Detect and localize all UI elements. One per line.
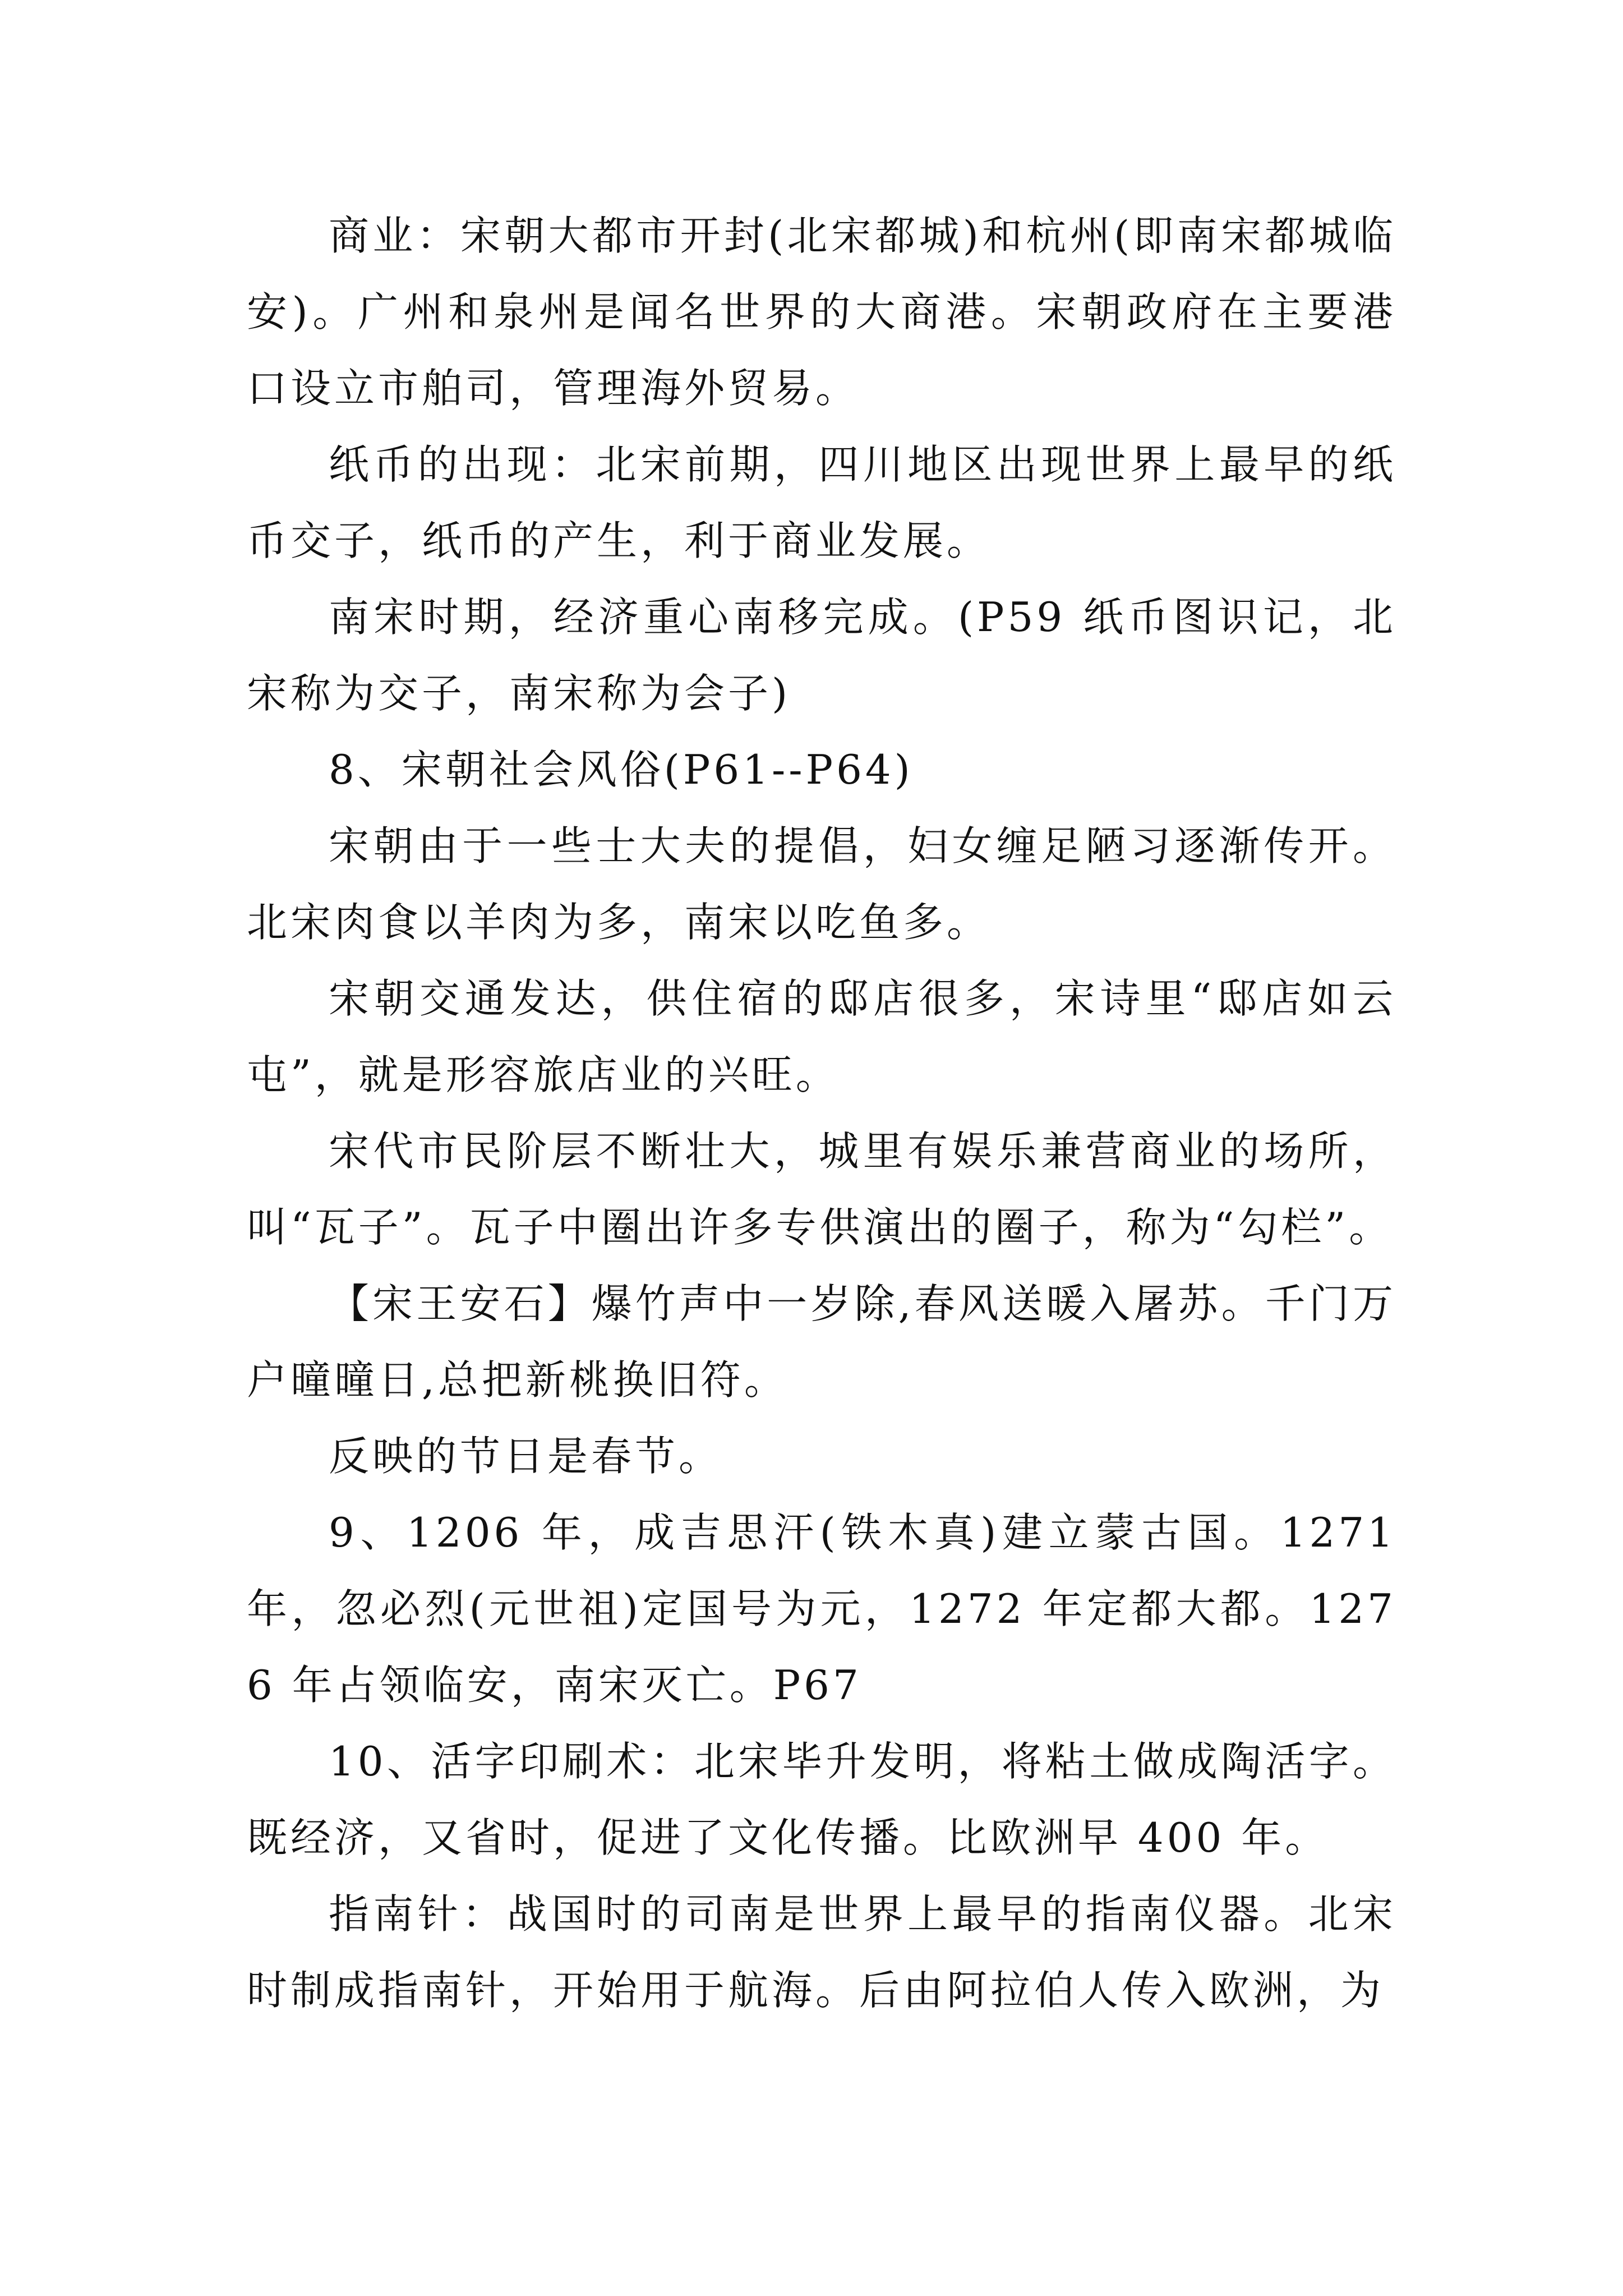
document-body [247,197,1396,2028]
paragraph-compass: 指南针：战国时的司南是世界上最早的指南仪器。北宋时制成指南针，开始用于航海。后由阿拉伯人传入欧洲，为 [247,1890,1396,2014]
paragraph-paper-money: 纸币的出现：北宋前期，四川地区出现世界上最早的纸币交子，纸币的产生，利于商业发展。 [247,441,1396,564]
paragraph-commerce: 商业：宋朝大都市开封(北宋都城)和杭州(即南宋都城临安)。广州和泉州是闻名世界的大商港。宋朝政府在主要港口设立市舶司，管理海外贸易。 [247,212,1396,412]
paragraph-southern-song-economy: 南宋时期，经济重心南移完成。(P59 纸币图识记，北宋称为交子，南宋称为会子) [247,593,1396,717]
paragraph-foot-binding-diet: 宋朝由于一些士大夫的提倡，妇女缠足陋习逐渐传开。北宋肉食以羊肉为多，南宋以吃鱼多。 [247,822,1396,946]
paragraph-wang-anshi-poem: 【宋王安石】爆竹声中一岁除,春风送暖入屠苏。千门万户曈曈日,总把新桃换旧符。 [247,1280,1396,1404]
paragraph-mongol-yuan: 9、1206 年，成吉思汗(铁木真)建立蒙古国。1271 年，忽必烈(元世祖)定国号为元，1272 年定都大都。1276 年占领临安，南宋灭亡。P67 [247,1509,1396,1709]
paragraph-spring-festival: 反映的节日是春节。 [329,1433,723,1480]
section-heading-song-customs: 8、宋朝社会风俗(P61--P64) [329,746,914,793]
paragraph-wazi-goulan: 宋代市民阶层不断壮大，城里有娱乐兼营商业的场所，叫“瓦子”。瓦子中圈出许多专供演出的圈子，称为“勾栏”。 [247,1128,1396,1251]
paragraph-movable-type: 10、活字印刷术：北宋毕升发明，将粘土做成陶活字。既经济，又省时，促进了文化传播。比欧洲早 400 年。 [247,1738,1396,1861]
paragraph-transport-inns: 宋朝交通发达，供住宿的邸店很多，宋诗里“邸店如云屯”，就是形容旅店业的兴旺。 [247,975,1396,1098]
